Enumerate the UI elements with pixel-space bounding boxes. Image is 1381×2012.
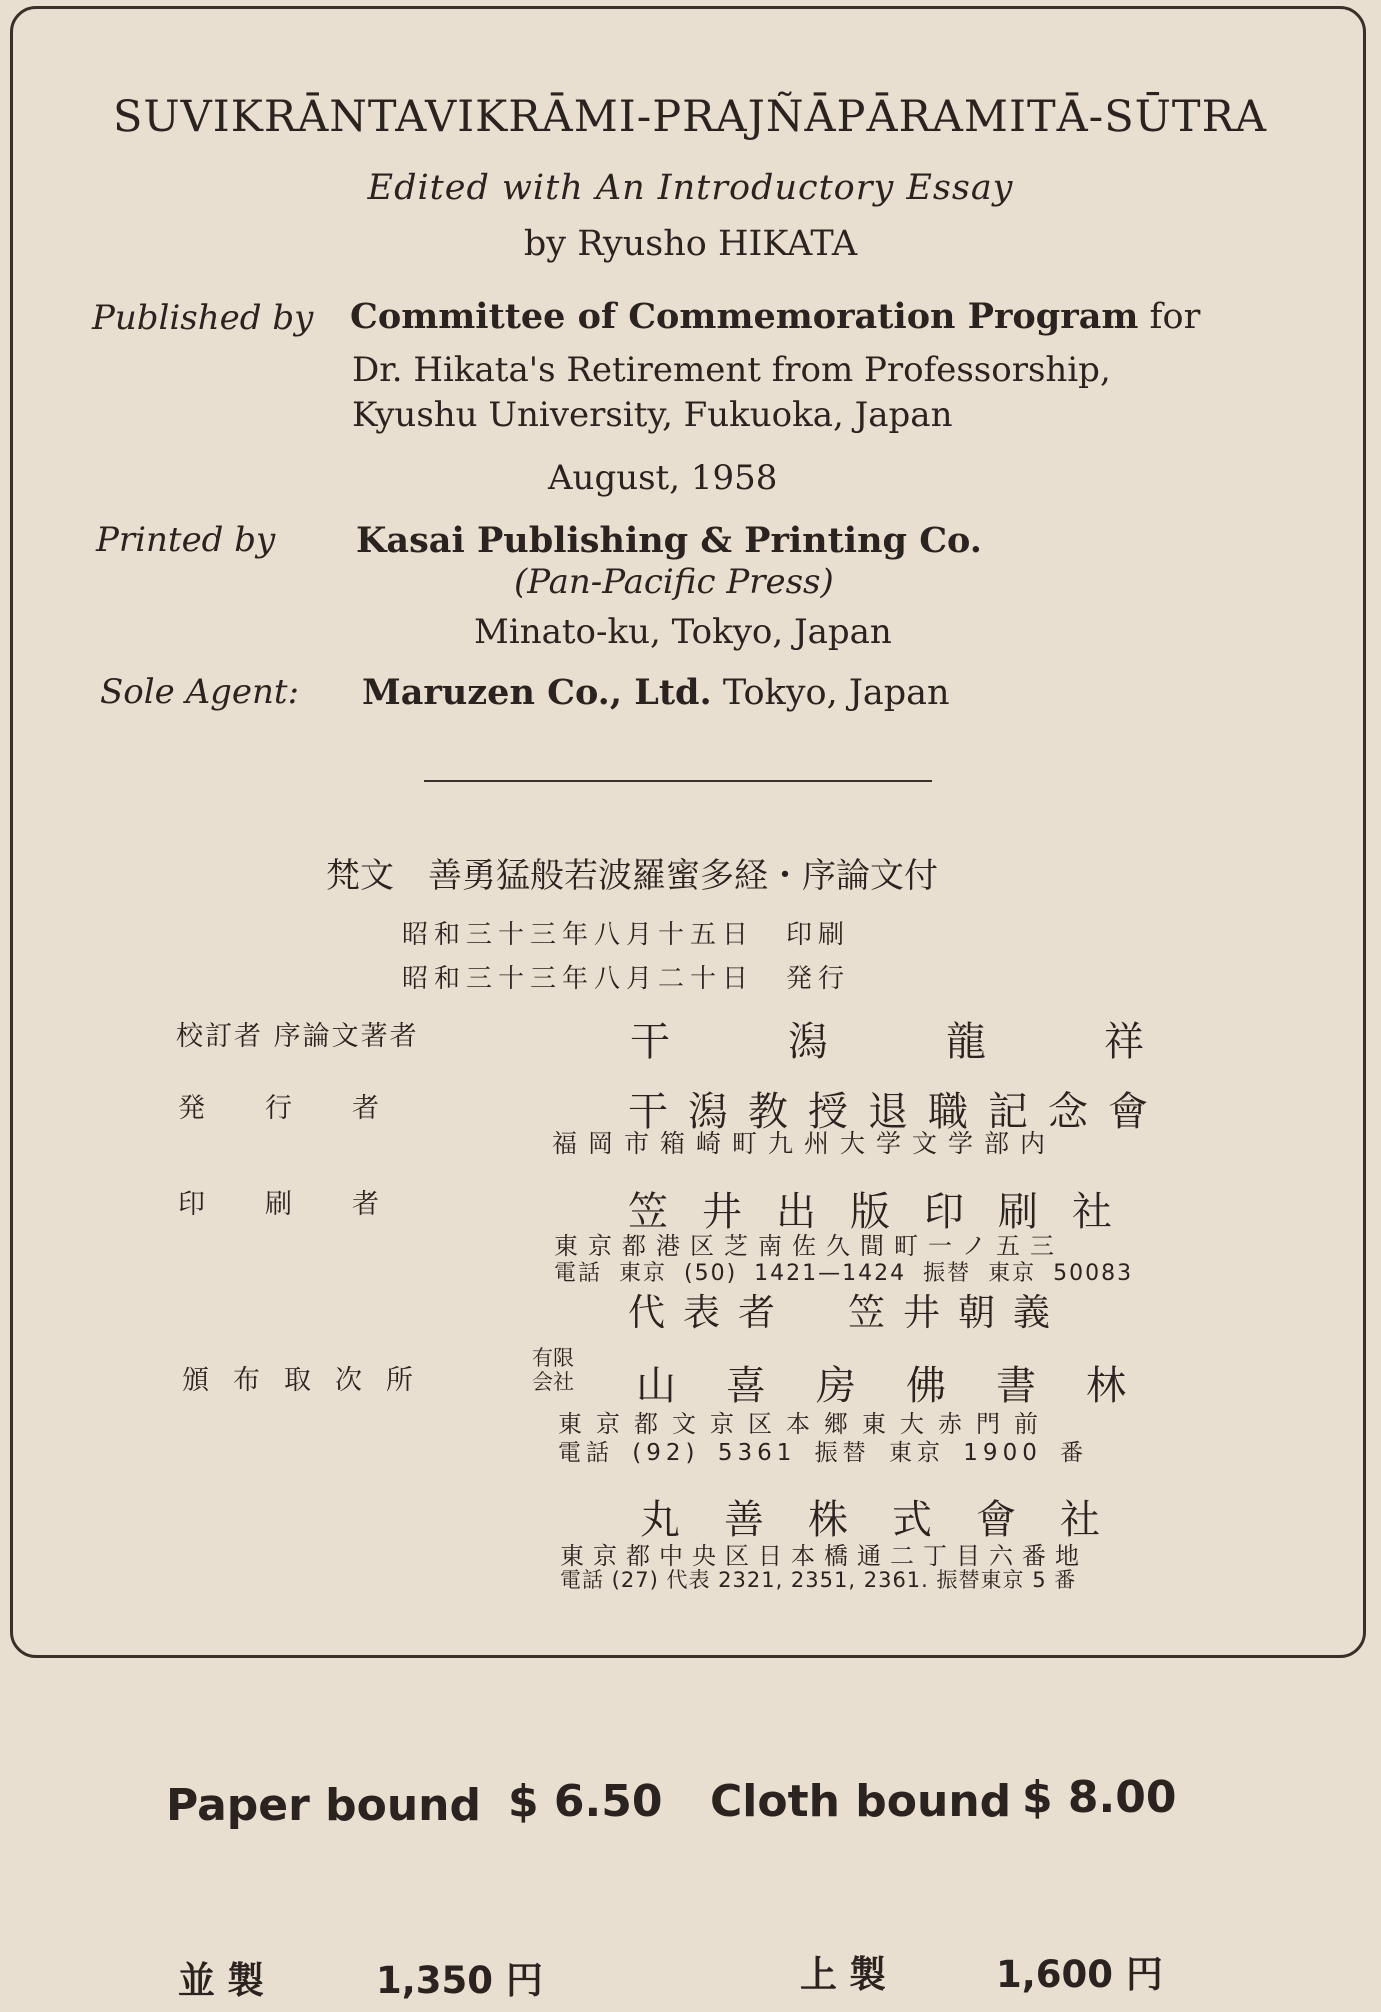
divider-rule — [424, 780, 932, 782]
jp-distributor-prefix: 有限会社 — [532, 1346, 574, 1394]
jp-printer-phone: 電話 東京 (50) 1421—1424 振替 東京 50083 — [554, 1261, 1134, 1286]
agent-name: Maruzen Co., Ltd. — [362, 672, 712, 713]
jp-maruzen-name: 丸善株式會社 — [640, 1497, 1144, 1543]
jp-cloth-price: 1,600 円 — [996, 1953, 1163, 1996]
printer-company: Kasai Publishing & Printing Co. — [356, 520, 982, 561]
publisher-org-line — [350, 296, 1200, 337]
author-line: by Ryusho HIKATA — [523, 224, 858, 264]
agent-location: Tokyo, Japan — [722, 673, 950, 713]
printer-location: Minato-ku, Tokyo, Japan — [474, 612, 892, 652]
publication-date: August, 1958 — [548, 458, 778, 498]
jp-distributor-address: 東京都文京区本郷東大赤門前 — [558, 1410, 1052, 1438]
price-cloth-value: $ 8.00 — [1022, 1772, 1177, 1823]
book-title: SUVIKRĀNTAVIKRĀMI-PRAJÑĀPĀRAMITĀ-SŪTRA — [112, 92, 1268, 142]
jp-cloth-label: 上製 — [800, 1953, 898, 1996]
jp-printer-representative: 代表者 笠井朝義 — [628, 1291, 1068, 1334]
jp-printer-address: 東京都港区芝南佐久間町一ノ五三 — [554, 1232, 1064, 1260]
printer-press: (Pan-Pacific Press) — [514, 562, 834, 602]
price-paper-label: Paper bound — [166, 1780, 481, 1831]
jp-distributor-label: 頒布取次所 — [182, 1365, 437, 1396]
edited-line: Edited with An Introductory Essay — [367, 168, 1014, 208]
jp-publisher-name: 干潟教授退職記念會 — [628, 1089, 1168, 1135]
jp-maruzen-address: 東京都中央区日本橋通二丁目六番地 — [560, 1542, 1088, 1570]
jp-printer-name: 笠井出版印刷社 — [628, 1189, 1146, 1235]
jp-paper-price: 1,350 円 — [376, 1959, 543, 2002]
jp-distributor-phone: 電話 (92) 5361 振替 東京 1900 番 — [558, 1440, 1089, 1466]
jp-distributor-name: 山喜房佛書林 — [636, 1363, 1176, 1409]
jp-maruzen-phone: 電話 (27) 代表 2321, 2351, 2361. 振替東京 5 番 — [560, 1568, 1077, 1592]
price-paper-value: $ 6.50 — [508, 1776, 663, 1827]
jp-publisher-label: 発行者 — [178, 1093, 439, 1124]
agent-label: Sole Agent: — [100, 672, 300, 712]
jp-printed-date: 昭和三十三年八月十五日 印刷 — [402, 920, 851, 950]
jp-editor-label: 校訂者 序論文著者 — [176, 1021, 419, 1052]
price-cloth-label: Cloth bound — [710, 1776, 1012, 1827]
publisher-line-2: Dr. Hikata's Retirement from Professorship, — [352, 350, 1111, 390]
jp-printer-label: 印刷者 — [178, 1189, 439, 1220]
printed-label: Printed by — [96, 520, 276, 560]
jp-paper-label: 並製 — [178, 1959, 276, 2002]
publisher-org: Committee of Commemoration Program — [350, 296, 1139, 337]
jp-issued-date: 昭和三十三年八月二十日 発行 — [402, 964, 851, 994]
publisher-line-3: Kyushu University, Fukuoka, Japan — [352, 395, 953, 435]
published-label: Published by — [92, 298, 314, 338]
publisher-org-tail: for — [1149, 297, 1201, 337]
agent-line — [362, 672, 950, 713]
jp-editor-name — [630, 1010, 1262, 1067]
jp-title: 梵文 善勇猛般若波羅蜜多経・序論文付 — [326, 856, 938, 896]
jp-publisher-address: 福岡市箱崎町九州大学文学部内 — [552, 1129, 1057, 1158]
jp-editor-name-text: 干潟龍祥 — [630, 1019, 1262, 1065]
